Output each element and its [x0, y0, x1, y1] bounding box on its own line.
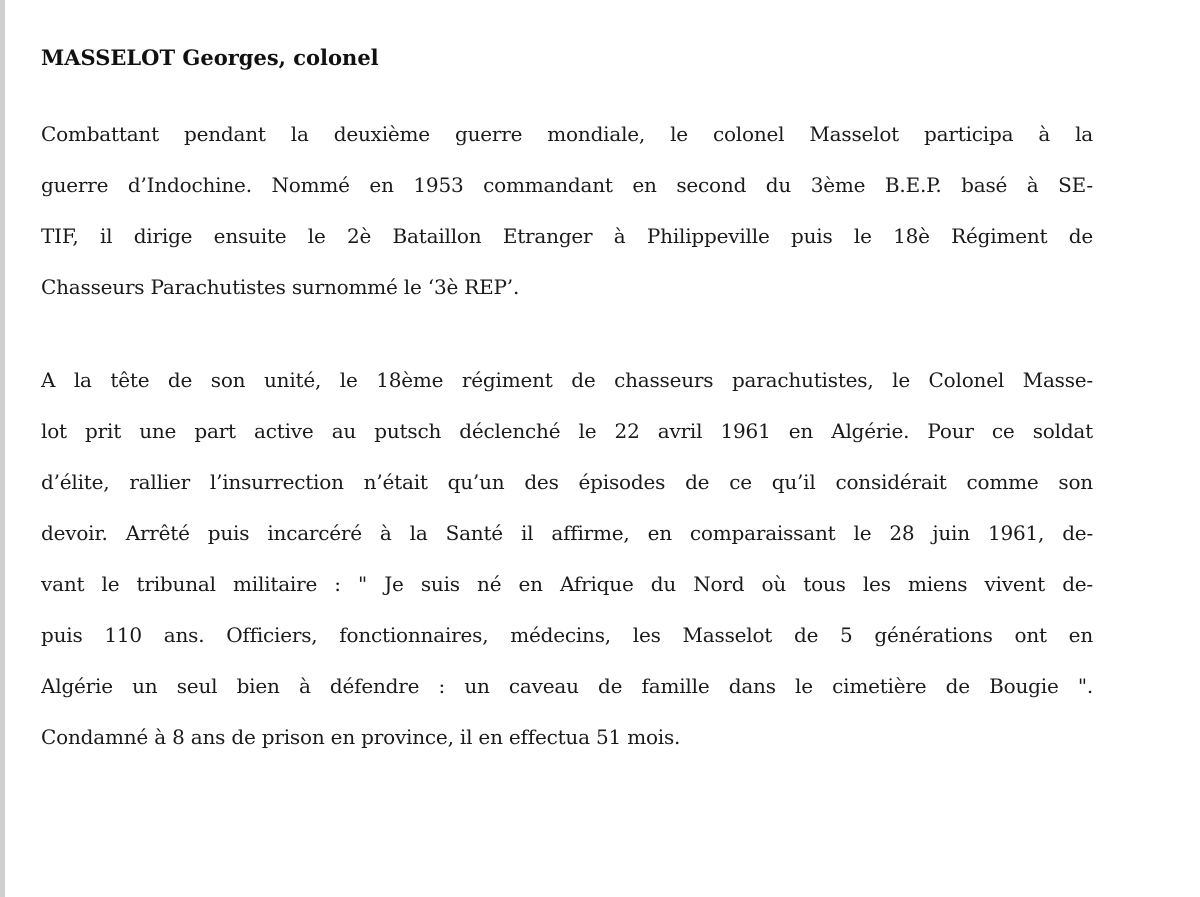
text-line: A la tête de son unité, le 18ème régiment de chasseurs parachutistes, le Colonel Masse- — [41, 368, 1093, 392]
document-title: MASSELOT Georges, colonel — [41, 45, 379, 70]
text-line: TIF, il dirige ensuite le 2è Bataillon Etranger à Philippeville puis le 18è Régiment de — [41, 224, 1093, 248]
text-line: d’élite, rallier l’insurrection n’était qu’un des épisodes de ce qu’il considérait comme son — [41, 470, 1093, 494]
text-line: guerre d’Indochine. Nommé en 1953 commandant en second du 3ème B.E.P. basé à SE- — [41, 173, 1093, 197]
text-line: Condamné à 8 ans de prison en province, il en effectua 51 mois. — [41, 725, 681, 749]
text-line: Chasseurs Parachutistes surnommé le ‘3è REP’. — [41, 275, 520, 299]
text-line: puis 110 ans. Officiers, fonctionnaires, médecins, les Masselot de 5 générations ont en — [41, 623, 1093, 647]
document-body — [41, 40, 1093, 805]
paragraph-1 — [41, 109, 1093, 313]
text-line: Algérie un seul bien à défendre : un caveau de famille dans le cimetière de Bougie ". — [41, 674, 1093, 698]
text-line: lot prit une part active au putsch déclenché le 22 avril 1961 en Algérie. Pour ce soldat — [41, 419, 1093, 443]
text-line: vant le tribunal militaire : " Je suis né en Afrique du Nord où tous les miens vivent de- — [41, 572, 1093, 596]
paragraph-2 — [41, 355, 1093, 763]
text-line: devoir. Arrêté puis incarcéré à la Santé il affirme, en comparaissant le 28 juin 1961, de- — [41, 521, 1093, 545]
text-line: Combattant pendant la deuxième guerre mondiale, le colonel Masselot participa à la — [41, 122, 1093, 146]
